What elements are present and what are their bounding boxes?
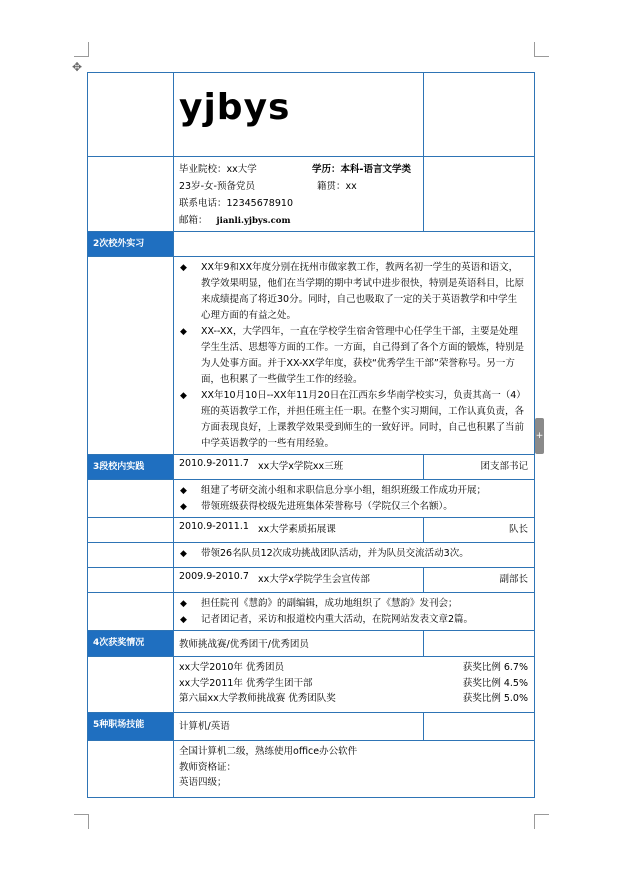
- email-row: [179, 212, 290, 226]
- skills-title: 5种职场技能: [88, 713, 174, 740]
- skills-body-cell[interactable]: [174, 741, 534, 797]
- bullet-diamond-icon: ◆: [180, 549, 187, 559]
- campus-item-3-header-row: [88, 568, 534, 593]
- campus-item-3-cell[interactable]: [174, 568, 424, 592]
- awards-right-cell: [424, 631, 534, 656]
- campus-item-3-bullet-1: ◆ 担任院刊《慧韵》的副编辑，成功地组织了《慧韵》发刊会；: [178, 596, 526, 612]
- award-item-2: xx大学2011年 优秀学生团干部 获奖比例 4.5%: [179, 677, 528, 689]
- campus-left-cell: [88, 480, 174, 517]
- bullet-diamond-icon: ◆: [180, 327, 187, 337]
- skills-body-row: [88, 741, 534, 797]
- age-text: 23岁-女-预备党员: [179, 181, 255, 192]
- education-text: 学历：本科-语言文学类: [312, 164, 411, 175]
- skill-line-3: 英语四级；: [179, 777, 227, 788]
- campus-item-2-header-row: [88, 518, 534, 543]
- campus-item-3-period: 2009.9-2010.7: [179, 571, 249, 582]
- profile-right-cell: [424, 157, 534, 231]
- campus-item-3-role: 副部长: [499, 574, 528, 585]
- campus-item-2-bullet-1: ◆ 带领26名队员12次成功挑战团队活动，并为队员交流活动3次。: [178, 546, 526, 562]
- campus-left-cell: [88, 518, 174, 542]
- internship-title: 2次校外实习: [88, 232, 174, 256]
- email-label: 邮箱：: [179, 215, 208, 226]
- skills-header-row: [88, 713, 534, 741]
- crop-mark-top-left: [74, 42, 89, 57]
- skills-summary: 计算机/英语: [179, 721, 230, 732]
- bullet-diamond-icon: ◆: [180, 391, 187, 401]
- phone-text: 联系电话：12345678910: [179, 198, 293, 209]
- awards-body-cell[interactable]: [174, 657, 534, 712]
- campus-item-3-org: xx大学x学院学生会宣传部: [258, 574, 370, 585]
- awards-title: 4次获奖情况: [88, 631, 174, 656]
- internship-bullet-2: ◆ XX--XX，大学四年，一直在学校学生宿舍管理中心任学生干部，主要是处理学生生活、思想等方面的工作。一方面，自己得到了各个方面的锻炼，特别是为人处事方面。并于XX-XX学年度，获校“优秀学生干部”荣誉称号。另一方面，也积累了一些做学生工作的经验。: [180, 326, 525, 385]
- campus-item-1-body-cell[interactable]: [174, 480, 534, 517]
- add-row-handle-icon[interactable]: +: [535, 418, 544, 454]
- campus-item-3-body-row: [88, 593, 534, 631]
- award-item-1: xx大学2010年 优秀团员 获奖比例 6.7%: [179, 662, 528, 673]
- award-item-3: 第六届xx大学教师挑战赛 优秀团队奖 获奖比例 5.0%: [179, 693, 528, 704]
- bullet-diamond-icon: ◆: [180, 263, 187, 273]
- campus-left-cell: [88, 543, 174, 567]
- campus-item-3-body-cell[interactable]: [174, 593, 534, 630]
- campus-left-cell: [88, 593, 174, 630]
- campus-item-1-role: 团支部书记: [480, 461, 528, 472]
- profile-left-cell: [88, 157, 174, 231]
- campus-item-1-role-cell[interactable]: [424, 455, 534, 479]
- awards-left-cell: [88, 657, 174, 712]
- bullet-diamond-icon: ◆: [180, 486, 187, 496]
- school-text: 毕业院校：xx大学: [179, 164, 257, 175]
- campus-left-cell: [88, 568, 174, 592]
- profile-row: [88, 157, 534, 232]
- campus-item-3-bullet-2: ◆ 记者团记者，采访和报道校内重大活动，在院网站发表文章2篇。: [178, 612, 526, 628]
- resume-table: [87, 72, 535, 798]
- resume-name: yjbys: [179, 87, 291, 128]
- campus-item-1-header-row: [88, 455, 534, 480]
- bullet-diamond-icon: ◆: [180, 599, 187, 609]
- internship-body-cell[interactable]: [174, 257, 534, 454]
- campus-item-2-org: xx大学素质拓展课: [258, 524, 336, 535]
- awards-header-row: [88, 631, 534, 657]
- awards-body-row: [88, 657, 534, 713]
- campus-item-2-body-cell[interactable]: [174, 543, 534, 567]
- table-move-handle-icon[interactable]: ✥: [72, 60, 83, 74]
- campus-item-1-period: 2010.9-2011.7: [179, 458, 249, 469]
- skills-right-cell: [424, 713, 534, 740]
- name-cell[interactable]: [174, 73, 424, 156]
- skill-line-2: 教师资格证：: [179, 761, 237, 773]
- campus-item-1-bullet-2: ◆ 带领班级获得校级先进班集体荣誉称号（学院仅三个名额）。: [178, 499, 526, 515]
- internship-body-row: [88, 257, 534, 455]
- campus-item-1-bullet-1: ◆ 组建了考研交流小组和求职信息分享小组，组织班级工作成功开展；: [178, 483, 526, 499]
- crop-mark-top-right: [534, 42, 549, 57]
- internship-bullet-1: ◆ XX年9和XX年度分别在抚州市做家教工作，教两名初一学生的英语和语文，教学效果明显，他们在当学期的期中考试中进步很快，特别是英语科目，比原来成绩提高了将近30分。同时，自己也吸取了一定的关于英语教学和中学生心理方面的有益之处。: [180, 262, 525, 321]
- campus-item-1-cell[interactable]: [174, 455, 424, 479]
- campus-item-2-body-row: [88, 543, 534, 568]
- campus-item-2-role: 队长: [508, 524, 528, 535]
- campus-item-2-cell[interactable]: [174, 518, 424, 542]
- campus-item-1-org: xx大学x学院xx三班: [258, 461, 344, 472]
- internship-header-row: [88, 232, 534, 257]
- email-text: jianli.yjbys.com: [216, 216, 291, 226]
- campus-item-1-body-row: [88, 480, 534, 518]
- profile-cell[interactable]: [174, 157, 424, 231]
- campus-title: 3段校内实践: [88, 455, 174, 479]
- campus-item-2-period: 2010.9-2011.1: [179, 521, 249, 532]
- campus-item-3-role-cell[interactable]: [424, 568, 534, 592]
- internship-bullet-3: ◆ XX年10月10日--XX年11月20日在江西东乡华南学校实习，负责其高一（4）班的英语教学工作，并担任班主任一职。在整个实习期间，工作认真负责，各方面表现良好，上课教学效果受到师生的一致好评。同时，自己也积累了当前中学英语教学的一些有用经验。: [180, 390, 526, 449]
- photo-cell: [424, 73, 534, 156]
- bullet-diamond-icon: ◆: [180, 502, 187, 512]
- skill-line-1: 全国计算机二级，熟练使用office办公软件: [179, 746, 358, 757]
- internship-header-cell[interactable]: [174, 232, 534, 256]
- awards-summary: 教师挑战赛/优秀团干/优秀团员: [179, 639, 309, 650]
- internship-left-cell: [88, 257, 174, 454]
- skills-summary-cell[interactable]: [174, 713, 424, 740]
- bullet-diamond-icon: ◆: [180, 615, 187, 625]
- crop-mark-bottom-right: [534, 814, 549, 829]
- origin-text: 籍贯：xx: [317, 181, 357, 192]
- crop-mark-bottom-left: [74, 814, 89, 829]
- name-row: [88, 73, 534, 157]
- campus-item-2-role-cell[interactable]: [424, 518, 534, 542]
- awards-summary-cell[interactable]: [174, 631, 424, 656]
- photo-left-cell: [88, 73, 174, 156]
- skills-left-cell: [88, 741, 174, 797]
